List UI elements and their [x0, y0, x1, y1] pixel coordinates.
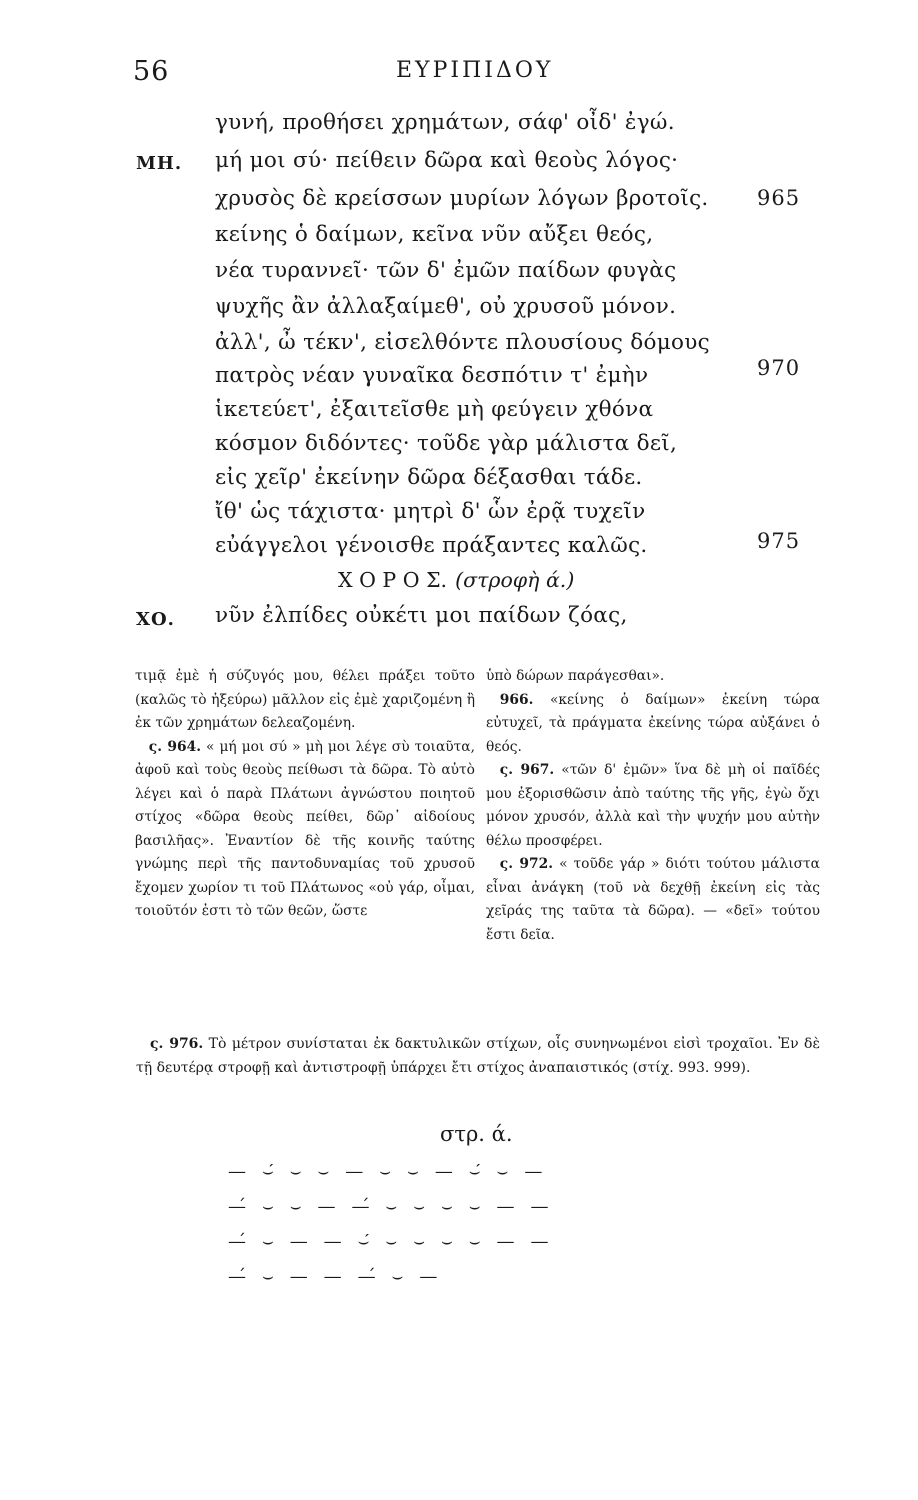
note-paragraph [486, 665, 820, 689]
note-paragraph [486, 759, 820, 853]
note-text: « μή μοι σύ » μὴ μοι λέγε σὺ τοιαῦτα, ἀφοῦ καὶ τοὺς θεοὺς πείθωσι τὰ δῶρα. Τὸ αὐτὸ λέγει καὶ ὁ παρὰ Πλάτωνι ἀγνώστου ποιητοῦ στίχος «δῶρα θεοὺς πείθει, δῶρ᾽ αἰδοίους βασιλῆας». Ἐναντίον δὲ τῆς κοινῆς ταύτης γνώμης περὶ τῆς παντοδυναμίας τοῦ χρυσοῦ ἔχομεν χωρίον τι τοῦ Πλάτωνος «οὐ γάρ, οἶμαι, τοιοῦτόν ἐστι τὸ τῶν θεῶν, ὥστε [135, 738, 475, 919]
verse-line: ἀλλ', ὦ τέκν', εἰσελθόντε πλουσίους δόμους [215, 330, 710, 355]
running-head: ΕΥΡΙΠΙΔΟΥ [396, 58, 554, 83]
verse-line: εἰς χεῖρ' ἐκείνην δῶρα δέξασθαι τάδε. [215, 465, 643, 490]
meter-line: — ⌣́ ⌣ ⌣ — ⌣ ⌣ — ⌣́ ⌣ — [228, 1161, 544, 1182]
note-paragraph [486, 689, 820, 760]
line-number: 965 [757, 186, 801, 210]
verse-line: κείνης ὁ δαίμων, κεῖνα νῦν αὔξει θεός, [215, 222, 654, 247]
verse-line: γυνή, προθήσει χρημάτων, σάφ' οἶδ' ἐγώ. [215, 110, 675, 135]
commentary-right-column [486, 665, 820, 947]
note-ref: 966. [499, 691, 534, 708]
note-paragraph [486, 853, 820, 947]
note-paragraph [135, 665, 475, 736]
note-ref: ς. 964. [148, 738, 202, 755]
note-paragraph [136, 1033, 820, 1080]
meter-line: —́ ⌣ — — ⌣́ ⌣ ⌣ ⌣ ⌣ — — [228, 1231, 550, 1252]
chorus-title: Χ Ο Ρ Ο Σ. [338, 568, 448, 592]
page-number: 56 [133, 56, 170, 87]
verse-line: μή μοι σύ· πείθειν δῶρα καὶ θεοὺς λόγος· [215, 148, 679, 173]
chorus-verse-line: νῦν ἐλπίδες οὐκέτι μοι παίδων ζόας, [215, 603, 628, 628]
note-text: Τὸ μέτρον συνίσταται ἐκ δακτυλικῶν στίχων, οἷς συνηνωμένοι εἰσὶ τροχαῖοι. Ἐν δὲ τῇ δευτέρᾳ στροφῇ καὶ ἀντιστροφῇ ὑπάρχει ἔτι στίχος ἀναπαιστικός (στίχ. 993. 999). [136, 1036, 820, 1076]
note-text: ὑπὸ δώρων παράγεσθαι». [486, 668, 665, 684]
note-paragraph [135, 736, 475, 924]
note-text: «κείνης ὁ δαίμων» ἐκείνη τώρα εὐτυχεῖ, τὰ πράγματα ἐκείνης τώρα αὐξάνει ὁ θεός. [486, 691, 820, 755]
meter-note [136, 1033, 820, 1080]
note-text: «τῶν δ' ἐμῶν» ἵνα δὲ μὴ οἱ παῖδές μου ἐξορισθῶσιν ἀπὸ ταύτης τῆς γῆς, ἐγὼ ὄχι μόνον χρυσόν, ἀλλὰ καὶ τὴν ψυχήν μου αὐτὴν θέλω προσφέρει. [486, 762, 820, 849]
verse-line: εὐάγγελοι γένοισθε πράξαντες καλῶς. [215, 533, 648, 558]
verse-line: ἴθ' ὡς τάχιστα· μητρὶ δ' ὧν ἐρᾷ τυχεῖν [215, 499, 646, 524]
verse-line: νέα τυραννεῖ· τῶν δ' ἐμῶν παίδων φυγὰς [215, 258, 677, 283]
commentary-left-column [135, 665, 475, 924]
verse-line: χρυσὸς δὲ κρείσσων μυρίων λόγων βροτοῖς. [215, 186, 709, 211]
verse-line: ψυχῆς ἂν ἀλλαξαίμεθ', οὐ χρυσοῦ μόνον. [215, 294, 677, 319]
line-number: 975 [757, 529, 801, 553]
note-ref: ς. 976. [150, 1036, 204, 1052]
scheme-title: στρ. ά. [440, 1122, 513, 1146]
verse-line: πατρὸς νέαν γυναῖκα δεσπότιν τ' ἐμὴν [215, 363, 649, 388]
verse-line: κόσμον διδόντες· τοῦδε γὰρ μάλιστα δεῖ, [215, 431, 678, 456]
speaker-label: ΜΗ. [136, 153, 183, 174]
note-ref: ς. 967. [499, 762, 555, 778]
line-number: 970 [757, 356, 801, 380]
chorus-heading [338, 568, 574, 592]
strophe-label: (στροφὴ ά.) [455, 568, 575, 592]
note-text: τιμᾷ ἐμὲ ἡ σύζυγός μου, θέλει πράξει τοῦτο (καλῶς τὸ ἠξεύρω) μᾶλλον εἰς ἐμὲ χαριζομένη ἢ ἐκ τῶν χρημάτων δελεαζομένη. [135, 668, 475, 731]
note-text: « τοῦδε γάρ » διότι τούτου μάλιστα εἶναι ἀνάγκη (τοῦ νὰ δεχθῇ ἐκείνη εἰς τὰς χεῖράς της ταῦτα τὰ δῶρα). — «δεῖ» τούτου ἔστι δεῖα. [486, 856, 820, 943]
chorus-speaker-label: ΧΟ. [136, 609, 175, 630]
verse-line: ἱκετεύετ', ἐξαιτεῖσθε μὴ φεύγειν χθόνα [215, 397, 654, 422]
meter-line: —́ ⌣ ⌣ — —́ ⌣ ⌣ ⌣ ⌣ — — [228, 1196, 550, 1217]
note-ref: ς. 972. [499, 856, 554, 872]
meter-line: —́ ⌣ — — —́ ⌣ — [228, 1266, 439, 1287]
